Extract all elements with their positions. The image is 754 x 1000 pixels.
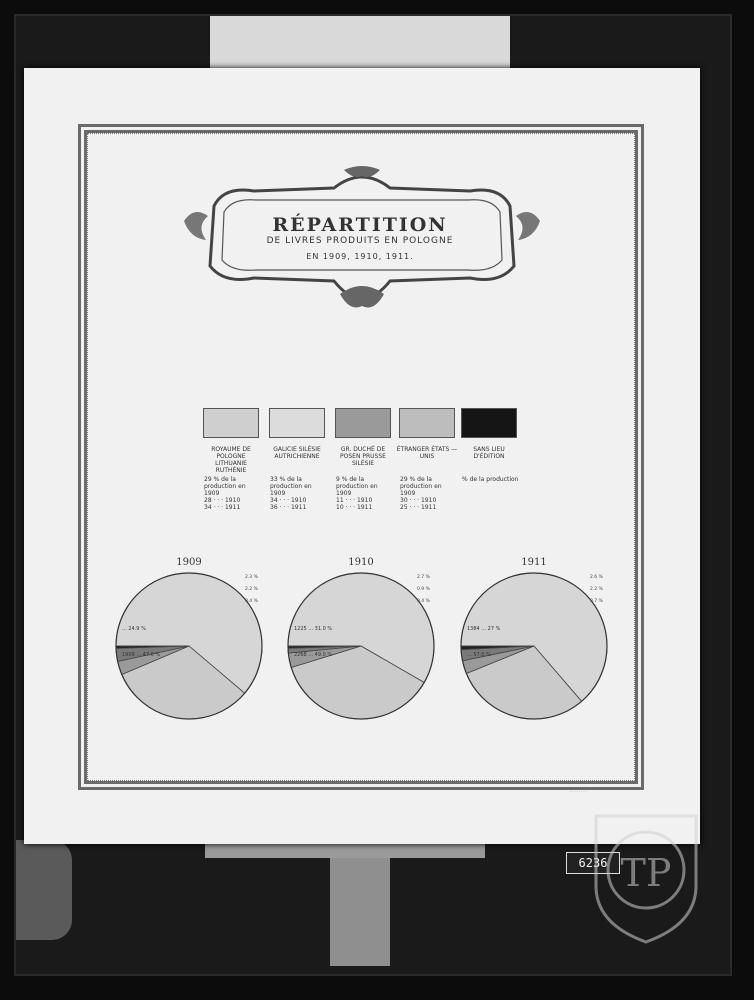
- pie-slice-label: 1909 ... 47.0 %: [122, 652, 161, 658]
- plate-number: 6236: [566, 852, 620, 874]
- legend-row: 36 · · · 1911: [270, 504, 307, 511]
- pie-side-label: 0.4 %: [245, 599, 258, 604]
- pie-side-label: 2.2 %: [590, 587, 603, 592]
- pie-slice-label: 1384 ... 27 %: [467, 626, 501, 632]
- pie-slice-label: 1225 ... 31.0 %: [294, 626, 333, 632]
- pie-side-label: 2.6 %: [590, 575, 603, 580]
- pie-title: 1909: [176, 557, 202, 568]
- chart-title: RÉPARTITION: [272, 214, 448, 236]
- pie-slice-label: ... 57.0 %: [467, 652, 491, 658]
- legend-row: 29 % de la production en 1909: [400, 476, 442, 497]
- pie-side-label: 2.3 %: [245, 575, 258, 580]
- legend-row: 33 % de la production en 1909: [270, 476, 312, 497]
- legend-row: 34 · · · 1910: [270, 497, 307, 504]
- chart-subtitle: DE LIVRES PRODUITS EN POLOGNE: [266, 236, 454, 246]
- pie-side-label: 2.7 %: [417, 575, 430, 580]
- legend-row: 29 % de la production en 1909: [204, 476, 246, 497]
- legend-label: GALICIE SILÉSIE AUTRICHIENNE: [273, 446, 321, 460]
- pie-slice-label: 2268 ... 49.0 %: [294, 652, 333, 658]
- chart-years: EN 1909, 1910, 1911.: [306, 252, 414, 261]
- watermark-text: TP: [620, 851, 672, 895]
- legend-row: 30 · · · 1910: [400, 497, 437, 504]
- legend-label: GR. DUCHÉ DE POSEN PRUSSE SILÉSIE: [340, 446, 386, 467]
- legend-row: 11 · · · 1910: [336, 497, 373, 504]
- pie-side-label: 0.7 %: [590, 599, 603, 604]
- pie-side-label: 0.9 %: [417, 587, 430, 592]
- legend-row: 9 % de la production en 1909: [336, 476, 378, 497]
- legend-row: 34 · · · 1911: [204, 504, 241, 511]
- legend-label: SANS LIEU D'ÉDITION: [473, 446, 505, 460]
- pie-side-label: 0.4 %: [417, 599, 430, 604]
- legend-row: 10 · · · 1911: [336, 504, 373, 511]
- pie-side-label: 2.2 %: [245, 587, 258, 592]
- legend-row: 25 · · · 1911: [400, 504, 437, 511]
- legend-row: 28 · · · 1910: [204, 497, 241, 504]
- pie-slice-label: ... 24.9 %: [122, 626, 146, 632]
- legend-label: ÉTRANGER ÉTATS — UNIS: [396, 446, 458, 460]
- legend-label: ROYAUME DE POLOGNE LITHUANIE RUTHÉNIE: [211, 446, 251, 474]
- archive-watermark-logo: [588, 806, 704, 946]
- legend-row: % de la production: [462, 476, 519, 483]
- pie-title: 1911: [521, 557, 547, 568]
- pie-title: 1910: [348, 557, 374, 568]
- printer-imprint: · · · · · · · ·: [570, 790, 587, 794]
